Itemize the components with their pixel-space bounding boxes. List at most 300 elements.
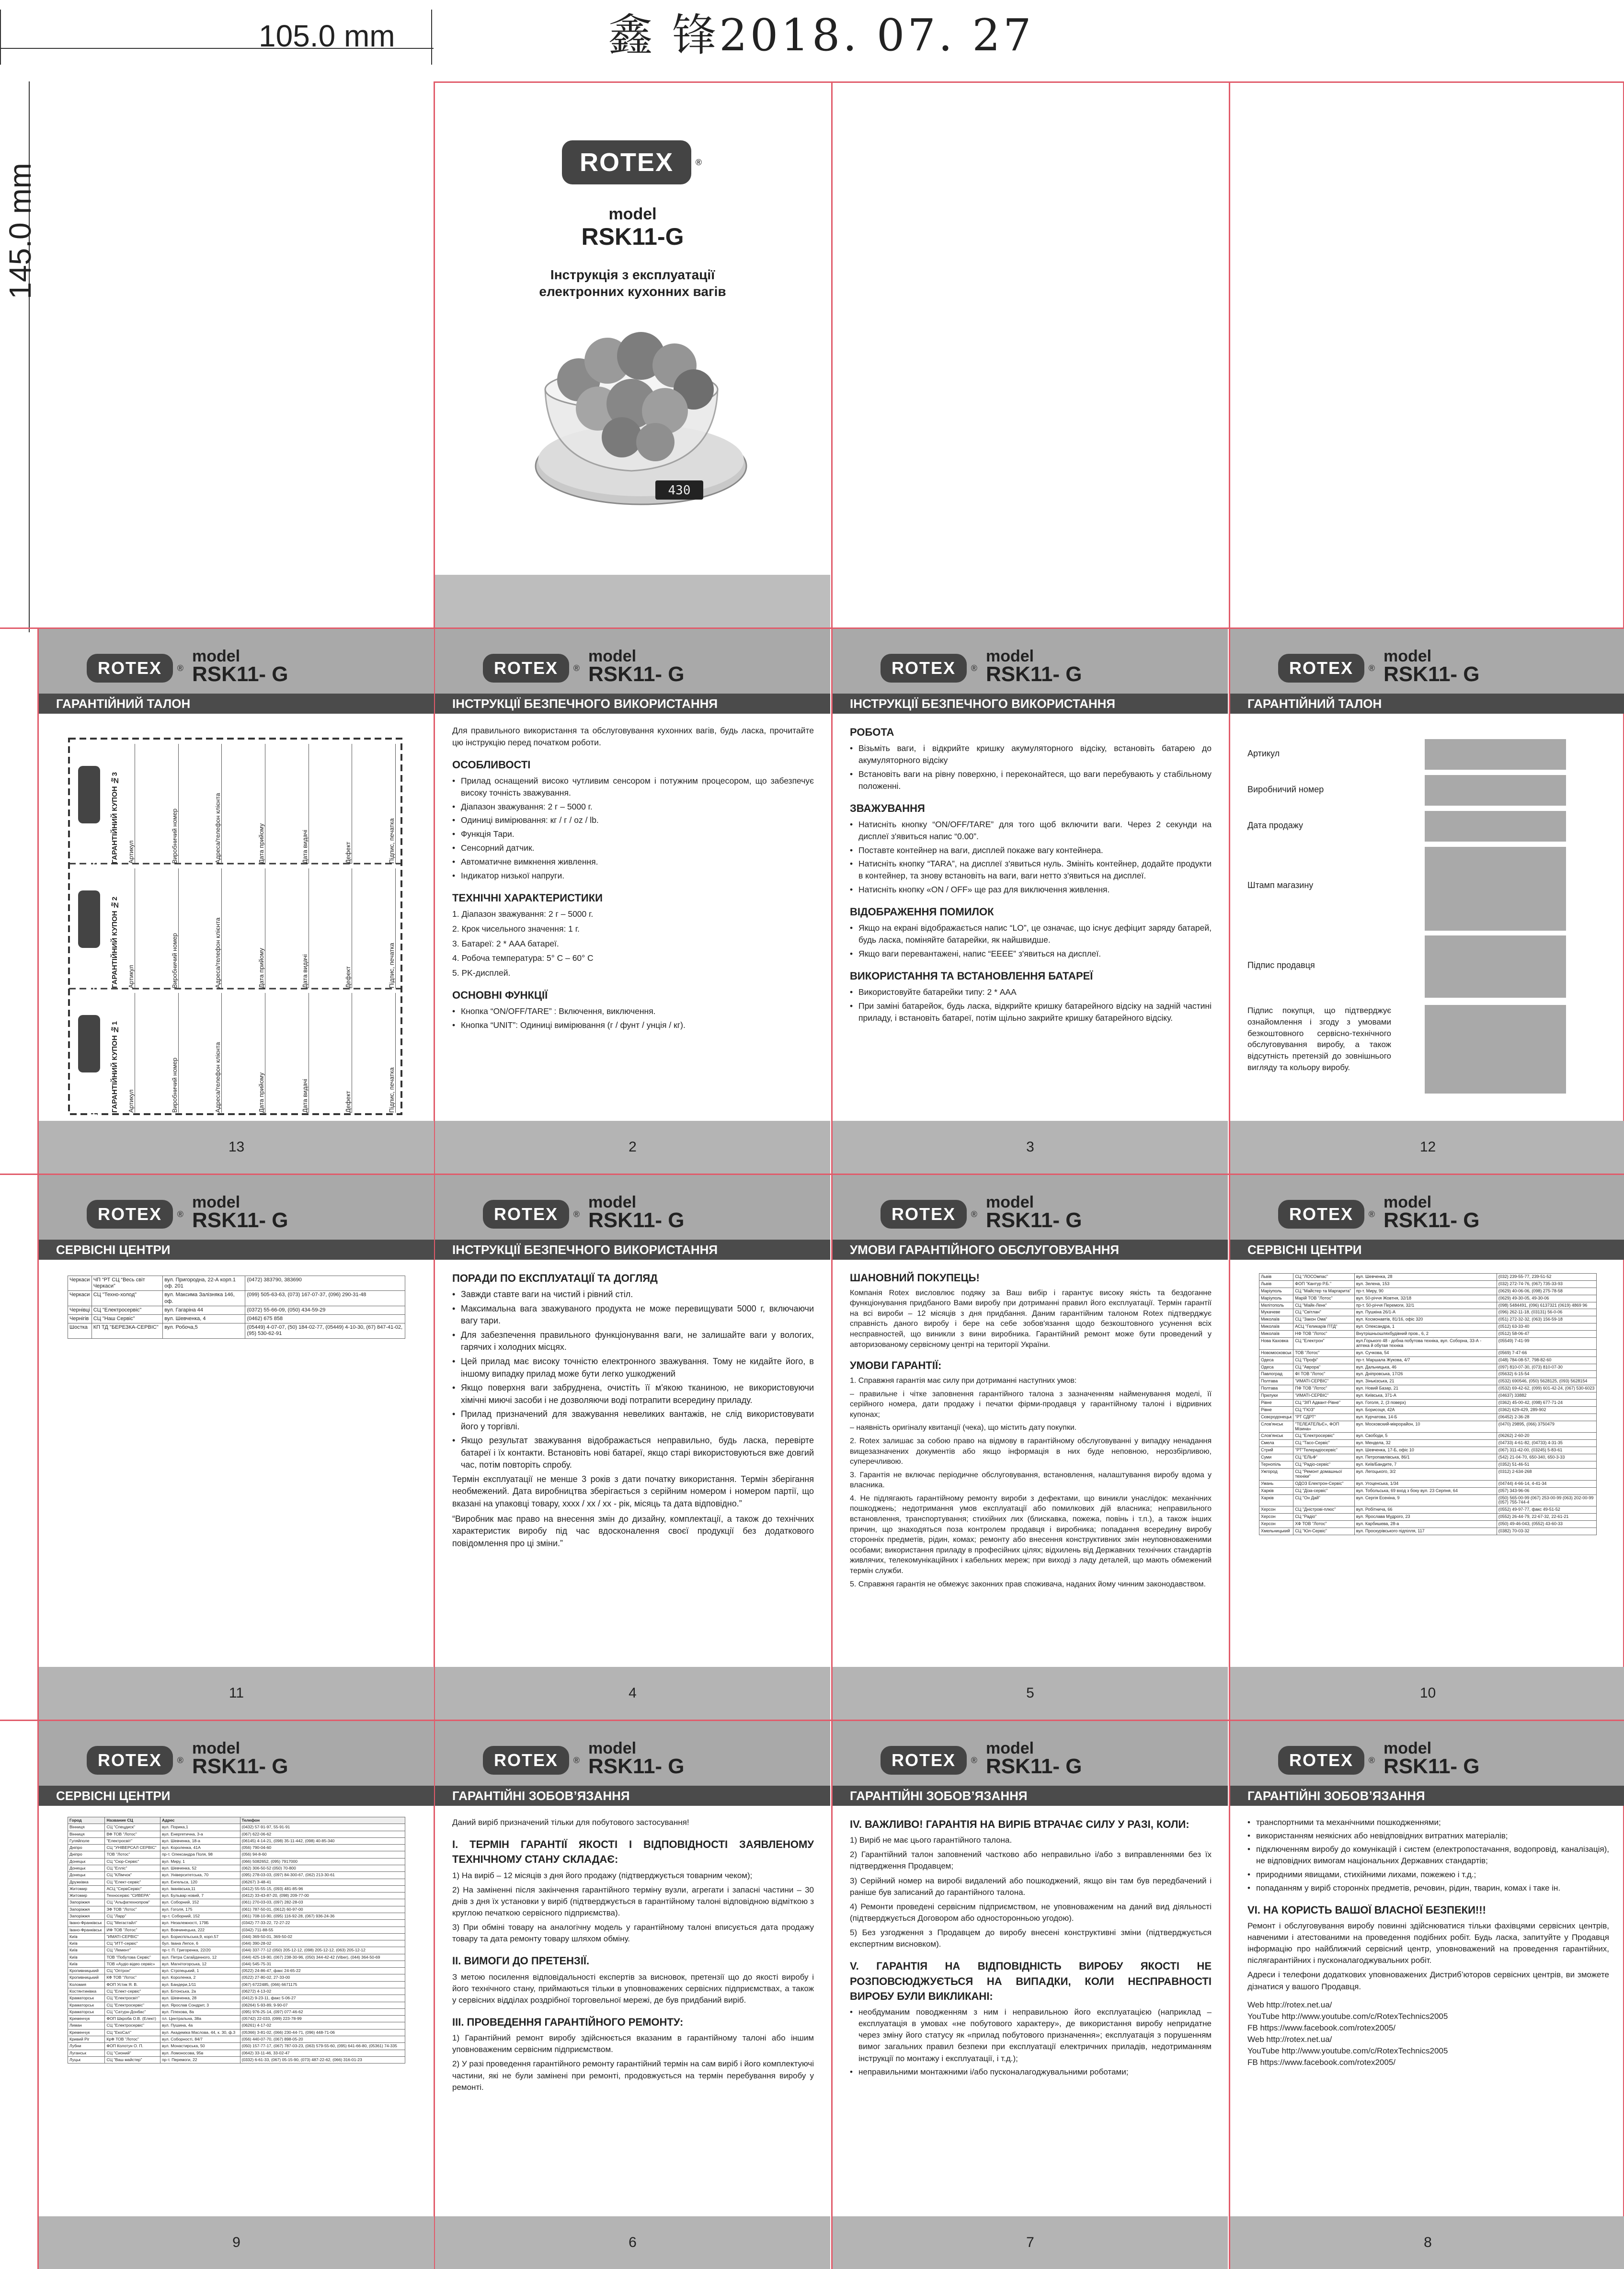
- list-item: • Якщо результат зважування відображається неправильно, будь ласка, перевірте батареї і їх контакти. Встановіть нові батареї, якщо старі використовуються вже довгий час, потім повторіть спробу.: [452, 1435, 814, 1471]
- table-cell: СЦ "Радіо": [1293, 1514, 1355, 1521]
- spec-item: 4. Робоча температура: 5° C – 60° C: [452, 953, 594, 963]
- table-row: [68, 1291, 405, 1306]
- table-cell: вул. Московский-мікрорайон, 10: [1354, 1421, 1497, 1433]
- model-name: RSK11- G: [1384, 1755, 1480, 1778]
- void-item: 3) Серійний номер на виробі видалений або пошкоджений, якщо він там був передбачений і раніше був записаний до гарантійного талона.: [850, 1876, 1212, 1897]
- heading-repair: III. ПРОВЕДЕННЯ ГАРАНТІЙНОГО РЕМОНТУ:: [452, 2016, 684, 2028]
- heading-exclusions: V. ГАРАНТІЯ НА ВІДПОВІДНІСТЬ ВИРОБУ ЯКОСТІ НЕ РОЗПОВСЮДЖУЄТЬСЯ НА ВИПАДКИ, КОЛИ НЕСПРАВНОСТІ ВИРОБУ БУЛИ ВИКЛИКАНІ:: [850, 1960, 1212, 2002]
- heading-conditions: УМОВИ ГАРАНТІЇ:: [850, 1359, 942, 1372]
- talon-label: Артикул: [1247, 749, 1280, 758]
- table-cell: СЦ "Елект-сервіс": [105, 1879, 160, 1885]
- weigh-list: [850, 819, 1212, 896]
- table-row: [68, 1824, 405, 1831]
- list-item: • попаданням у виріб сторонніх предметів, речовин, рідин, тварин, комах і таке ін.: [1247, 1882, 1609, 1894]
- section-title: СЕРВІСНІ ЦЕНТРИ: [1230, 1240, 1624, 1260]
- table-cell: Кропивницький: [68, 1974, 105, 1981]
- height-label: 145.0 mm: [3, 163, 37, 299]
- table-cell: вул. Петра Сагайдачного, 12: [160, 1954, 240, 1961]
- table-cell: НФ ТОВ "Лотос": [1293, 1331, 1355, 1338]
- table-cell: СЦ "Юл-Сервіс": [1293, 1528, 1355, 1535]
- table-cell: Донецьк: [68, 1865, 105, 1871]
- table-cell: СЦ "ЕкоСал": [105, 2029, 160, 2036]
- table-cell: вул. Іванівська,11: [160, 1885, 240, 1892]
- table-row: [68, 1933, 405, 1940]
- coupon-logo-3: ROTEX: [88, 831, 100, 867]
- table-cell: Запоріжжя: [68, 1913, 105, 1919]
- table-cell: СЦ "Радіо-сервіс": [1293, 1461, 1355, 1469]
- table-cell: Миколаїв: [1259, 1316, 1293, 1323]
- repair-item: 2) У разі проведення гарантійного ремонту гарантійний термін на сам виріб і його комплектуючі частини, які не були замінені при ремонті, продовжується на термін перебування виробу у ремонті.: [452, 2059, 814, 2092]
- table-cell: Кременчук: [68, 2016, 105, 2022]
- care-text: [452, 1271, 814, 1552]
- table-cell: (050) 565-00-99 (067) 253-00-99 (063) 202-00-99 (057) 755-744-4: [1497, 1494, 1596, 1506]
- table-cell: (097) 810-07-30, (073) 810-07-30: [1497, 1364, 1596, 1371]
- manufacturer-rights-text: “Виробник має право на внесення змін до дизайну, комплектації, а також до технічних характеристик виробу під час вдосконалення своєї продукції без додаткового повідомлення про ці зміни.”: [452, 1514, 814, 1548]
- dealer-text: Адреси і телефони додаткових уповноважених Дистриб’юторов сервісних центрів, ви зможете дізнатися у вашого Продавця.: [1247, 1970, 1609, 1991]
- table-cell: Херсон: [1259, 1521, 1293, 1528]
- table-cell: Хмельницький: [1259, 1528, 1293, 1535]
- page-number: 3: [833, 1121, 1228, 1174]
- service-life-text: Термін експлуатації не менше 3 років з дати початку використання. Термін зберігання необмежений. Дата виробництва зберігається з серійним номером і номером партії, що вказані на упаковці товару, хххх / хх / хх - рік, місяць та дата відповідно.”: [452, 1474, 814, 1508]
- table-cell: (061) 270-03-03, (097) 282-28-03: [240, 1899, 405, 1906]
- table-cell: СЦ "ЕЛЬФ": [1293, 1454, 1355, 1461]
- field-received: Дата прийому: [258, 744, 265, 864]
- heading-errors: ВІДОБРАЖЕННЯ ПОМИЛОК: [850, 905, 994, 918]
- repair-item: 1) Гарантійний ремонт виробу здійснюється вказаним в гарантійному талоні або іншим уповноваженим сервісним підприємством.: [452, 2033, 814, 2054]
- field-article: Артикул: [127, 993, 135, 1113]
- panel-13: [39, 629, 434, 1174]
- list-item: • Індикатор низької напруги.: [452, 870, 814, 882]
- table-row: [68, 1314, 405, 1323]
- table-cell: Київ: [68, 1940, 105, 1947]
- table-cell: КФ ТОВ "Лотос": [105, 1974, 160, 1981]
- table-row: [1259, 1506, 1597, 1514]
- table-cell: СЦ "Оптрон": [105, 1968, 160, 1974]
- model-word: model: [192, 1193, 240, 1211]
- table-cell: вул. Проскурівського підпілля, 117: [1354, 1528, 1497, 1535]
- panel-header: [39, 629, 434, 694]
- table-cell: Харків: [1259, 1494, 1293, 1506]
- table-cell: вул. Мендела, 32: [1354, 1440, 1497, 1447]
- table-cell: вул. Пушина, 4а: [160, 2022, 240, 2029]
- kitchen-scale-illustration: [512, 308, 751, 514]
- list-item: • Натисніть кнопку “TARA”, на дисплеї з'явиться нуль. Змініть контейнер, додайте продукти в контейнер, та знову встановіть на ваги, ваги нетто з'явиться на дисплеї.: [850, 858, 1212, 882]
- table-cell: (032) 239-55-77, 239-51-52: [1497, 1274, 1596, 1281]
- field-address: Адреса/телефон клієнта: [214, 744, 222, 864]
- table-cell: (0569) 7-47-66: [1497, 1349, 1596, 1357]
- table-row: [1259, 1447, 1597, 1454]
- table-cell: Нова Каховка: [1259, 1338, 1293, 1350]
- table-row: [1259, 1364, 1597, 1371]
- buyer-signature-field[interactable]: [1425, 1005, 1566, 1094]
- talon-row: [1247, 775, 1609, 806]
- table-cell: (056) 94-8-60: [240, 1851, 405, 1858]
- table-row: [68, 2043, 405, 2050]
- talon-field[interactable]: [1425, 811, 1566, 842]
- table-cell: вул. Олександра, 1: [1354, 1323, 1497, 1331]
- model-word: model: [1384, 647, 1432, 665]
- table-cell: вул. Пушкіна 26/1-А: [1354, 1309, 1497, 1316]
- table-cell: СЦ "Електросвіт": [105, 1995, 160, 2002]
- table-cell: СЦ "Ваш майстер": [105, 2056, 160, 2063]
- table-cell: бул. Івана Лепсе, 6: [160, 1940, 240, 1947]
- table-cell: Херсон: [1259, 1514, 1293, 1521]
- table-row: [1259, 1274, 1597, 1281]
- service-table: [68, 1276, 405, 1339]
- heading-functions: ОСНОВНІ ФУНКЦІЇ: [452, 989, 548, 1002]
- table-cell: Черкаси: [68, 1291, 92, 1306]
- talon-label: Дата продажу: [1247, 821, 1303, 830]
- safety-text: Ремонт і обслуговування виробу повинні здійснюватися тільки фахівцями сервісних центрів, навченими і атестованими на проведення подібних робіт. Будь ласка, запитуйте у Продавця інформацію про найближчий сервісний центр, уповноважений на проведення гарантійних, післягарантійних і пусконалагоджувальних робіт.: [1247, 1921, 1609, 1965]
- table-row: [1259, 1514, 1597, 1521]
- facebook-link[interactable]: FB https://www.facebook.com/rotex2005/: [1247, 2058, 1395, 2067]
- table-cell: (0412) 9-23-11, факс 5-06-27: [240, 1995, 405, 2002]
- model-word: model: [588, 1739, 637, 1757]
- table-cell: (098) 5484491, (096) 6137321 (0619) 4869 96: [1497, 1302, 1596, 1309]
- section-title: СЕРВІСНІ ЦЕНТРИ: [39, 1786, 434, 1806]
- table-cell: пр-т. Олександра Поля, 98: [160, 1851, 240, 1858]
- table-cell: Внутрішньошляхбудівний пров., 6, 2: [1354, 1331, 1497, 1338]
- table-cell: СЦ "Електрон": [1293, 1338, 1355, 1350]
- table-cell: Вінниця: [68, 1831, 105, 1837]
- table-row: [1259, 1338, 1597, 1350]
- table-cell: Шостка: [68, 1323, 92, 1338]
- table-cell: вул. Новий Базар, 21: [1354, 1385, 1497, 1392]
- heading-weigh: ЗВАЖУВАННЯ: [850, 802, 925, 814]
- table-cell: Івано-Франківськ: [68, 1927, 105, 1933]
- table-row: [1259, 1487, 1597, 1494]
- table-cell: СЦ "Електросервіс": [105, 2002, 160, 2008]
- model-name: RSK11- G: [986, 662, 1082, 686]
- table-cell: СЦ "Он Дай": [1293, 1494, 1355, 1506]
- work-list: [850, 742, 1212, 792]
- list-item: • використанням неякісних або невідповідних витратних матеріалів;: [1247, 1830, 1609, 1842]
- page-number: 7: [833, 2216, 1228, 2269]
- table-row: [1259, 1421, 1597, 1433]
- table-cell: вул. Шевченка, 28: [1354, 1274, 1497, 1281]
- table-cell: Дружківка: [68, 1879, 105, 1885]
- table-cell: (095) 278-03-03, (097) 84-300-67, (062) 213-30-61: [240, 1872, 405, 1879]
- table-row: [68, 1276, 405, 1291]
- table-cell: Стрий: [1259, 1447, 1293, 1454]
- section-title: ІНСТРУКЦІЇ БЕЗПЕЧНОГО ВИКОРИСТАННЯ: [833, 694, 1228, 714]
- rotex-logo: ROTEX ®: [881, 1200, 967, 1229]
- table-row: [1259, 1385, 1597, 1392]
- table-cell: (056) 440-07-70, (067) 898-05-20: [240, 2036, 405, 2043]
- model-word: model: [192, 647, 240, 665]
- table-cell: СЦ "ЛОСОмпас": [1293, 1274, 1355, 1281]
- table-row: [68, 1961, 405, 1967]
- table-cell: ОДОЗ Електрон-Сервіс": [1293, 1480, 1355, 1487]
- field-serial: Виробничий номер: [171, 993, 179, 1113]
- table-cell: вул. Свободи, 5: [1354, 1433, 1497, 1440]
- width-label: 105.0 mm: [259, 19, 395, 53]
- table-row: [68, 1879, 405, 1885]
- page-number: 10: [1230, 1667, 1624, 1720]
- table-cell: пр-т. 50-річчя Перемоги, 32/1: [1354, 1302, 1497, 1309]
- table-cell: Сєвєродонецьк: [1259, 1414, 1293, 1421]
- table-cell: СЦ "Мегастайл": [105, 1920, 160, 1927]
- model-word: model: [1384, 1739, 1432, 1757]
- table-row: [68, 2050, 405, 2056]
- model-word: model: [986, 1193, 1034, 1211]
- table-cell: Краматорськ: [68, 2002, 105, 2008]
- table-cell: СЦ "Майстер та Маргарита": [1293, 1288, 1355, 1295]
- condition-item: 2. Rotex залишає за собою право на відмову в гарантійному обслуговуванні у випадку ненадання вищезазначених документів або якщо інформація в них буде неповною, нерозбірливою, суперечливою.: [850, 1437, 1212, 1466]
- table-cell: вул. Петропавлівська, 86/1: [1354, 1454, 1497, 1461]
- table-cell: Херсон: [1259, 1506, 1293, 1514]
- table-cell: (04744) 4-66-14, 4-41-34: [1497, 1480, 1596, 1487]
- table-cell: ЧП “РТ СЦ “Весь світ Черкаси”: [91, 1276, 163, 1291]
- model-name: RSK11- G: [1384, 1209, 1480, 1232]
- table-cell: АСЦ "Геликарів ПТД": [1293, 1323, 1355, 1331]
- table-cell: (0362) 629-429, 289-902: [1497, 1406, 1596, 1414]
- table-row: [68, 1913, 405, 1919]
- table-cell: Луцьк: [68, 2056, 105, 2063]
- panel-3: [833, 629, 1228, 1174]
- condition-item: 5. Справжня гарантія не обмежує законних прав споживача, наданих йому чинним законодавством.: [850, 1580, 1206, 1588]
- table-row: [68, 1899, 405, 1906]
- table-cell: вул. Шевченка, 18-а: [160, 1837, 240, 1844]
- table-cell: вул. Легоцького, 3/2: [1354, 1468, 1497, 1480]
- claims-text: З метою посилення відповідальності експертів за висновок, претензії що до якості виробу і його технічного стану, приймаються тільки в уповноважених сервісних підприємствах, а також у сервісних відділах роздрібної торговельної мережі, де був придбаний виріб.: [452, 1972, 814, 2005]
- table-row: [68, 1954, 405, 1961]
- service-table: [68, 1817, 405, 2064]
- table-row: [68, 1865, 405, 1871]
- section-title: ГАРАНТІЙНИЙ ТАЛОН: [1230, 694, 1624, 714]
- table-cell: Новомосковськ: [1259, 1349, 1293, 1357]
- table-cell: вул. Бандери,1/11: [160, 1981, 240, 1988]
- table-cell: вул. Ярослава Мудрого, 23: [1354, 1514, 1497, 1521]
- table-row: [68, 1974, 405, 1981]
- table-cell: вул. Гоголя, 2, (3 поверх): [1354, 1400, 1497, 1407]
- table-cell: Дніпро: [68, 1851, 105, 1858]
- table-row: [68, 1968, 405, 1974]
- panel-8: [1230, 1721, 1624, 2269]
- table-cell: Ужгород: [1259, 1468, 1293, 1480]
- list-item: • необдуманим поводженням з ним і неправильною його експлуатацією (наприклад – експлуатація в умовах «не побутового характеру», де використання виробу непридатне через зміну його статусу як «прилад побутового призначення»; експлуатація з порушенням вимог загальних правил безпеки при експлуатації електричних приладів, недотриманням інструкції по монтажу і експлуатації, і т.д.);: [850, 2007, 1212, 2064]
- heading-safety: VI. НА КОРИСТЬ ВАШОЇ ВЛАСНОЇ БЕЗПЕКИ!!!: [1247, 1904, 1486, 1916]
- heading-work: РОБОТА: [850, 726, 894, 738]
- table-row: [1259, 1468, 1597, 1480]
- spec-item: 3. Батареї: 2 * AAA батареї.: [452, 938, 559, 948]
- term-item: 1) На виріб – 12 місяців з дня його продажу (підтверджується товарним чеком);: [452, 1870, 753, 1880]
- list-item: • Прилад оснащений високо чутливим сенсором і потужним процесором, що забезпечує високу точність зважування.: [452, 775, 814, 799]
- table-cell: (095) 976-25-14, (097) 077-46-62: [240, 2008, 405, 2015]
- table-cell: СЦ "Електросервіс": [91, 1306, 163, 1314]
- table-cell: вул. 50-річчя Жовтня, 32/18: [1354, 1295, 1497, 1302]
- field-serial: Виробничий номер: [171, 868, 179, 988]
- table-cell: вул. Магнітогорська, 12: [160, 1961, 240, 1967]
- table-cell: пр-т. Миру, 90: [1354, 1288, 1497, 1295]
- list-item: • Якщо поверхня ваги забруднена, очистіть її м'якою тканиною, не використовуючи хімічні миючі засоби і не дозволяючи воді потрапити всередину приладу.: [452, 1382, 814, 1406]
- table-cell: вул. Короленка, 41А: [160, 1845, 240, 1851]
- battery-list: [850, 986, 1212, 1024]
- talon-field[interactable]: [1425, 739, 1566, 770]
- table-cell: СЦ "Альфатехнопром": [105, 1899, 160, 1906]
- talon-field[interactable]: [1425, 935, 1566, 998]
- table-cell: СЦ "Елліс": [105, 1865, 160, 1871]
- panel-header: [39, 1175, 434, 1240]
- safety-text: [452, 725, 814, 1033]
- model-word: model: [588, 1193, 637, 1211]
- table-cell: (050) 157-77-17, (067) 787-03-23, (063) 579-55-60, (095) 641-66-80, (05361) 74-335: [240, 2043, 405, 2050]
- table-cell: вул. Тобольська, 69 вход з боку вул. 23 Серпня, 64: [1354, 1487, 1497, 1494]
- table-cell: (062) 306-50-52 (050) 70-800: [240, 1865, 405, 1871]
- table-row: [68, 1837, 405, 1844]
- field-issued: Дата видачі: [301, 868, 309, 988]
- heading-term: I. ТЕРМІН ГАРАНТІЇ ЯКОСТІ І ВІДПОВІДНОСТІ ЗАЯВЛЕНОМУ ТЕХНІЧНОМУ СТАНУ СКЛАДАЄ:: [452, 1838, 814, 1866]
- table-cell: СЦ "Лемент": [105, 1947, 160, 1954]
- table-cell: (04637) 33882: [1497, 1392, 1596, 1400]
- table-cell: вул. Угоценська, 1/34: [1354, 1480, 1497, 1487]
- field-signature: Підпис, печатка: [388, 744, 396, 864]
- rotex-logo: ROTEX ®: [881, 1746, 967, 1775]
- table-cell: "ИМАТІ-СЕРВІС": [1293, 1378, 1355, 1385]
- conditions-text: [850, 1271, 1212, 1592]
- list-item: • Якщо на екрані відображається напис “LO”, це означає, що існує дефіцит заряду батарей, будь ласка, поміняйте батарейки, як найшвидше.: [850, 922, 1212, 946]
- list-item: • Автоматичне вимкнення живлення.: [452, 856, 814, 868]
- panel-10: [1230, 1175, 1624, 1720]
- table-cell: Чернівці: [68, 1306, 92, 1314]
- table-cell: вул. Борисоця, 42А: [1354, 1406, 1497, 1414]
- talon-field[interactable]: [1425, 847, 1566, 931]
- table-cell: Запоріжжя: [68, 1899, 105, 1906]
- table-cell: (0512) 63-33-40: [1497, 1323, 1596, 1331]
- table-row: [68, 1988, 405, 1995]
- table-cell: ЗФ ТОВ "Лотос": [105, 1906, 160, 1913]
- panel-header: [1230, 629, 1624, 694]
- table-row: [1259, 1480, 1597, 1487]
- intro-text: Для правильного використання та обслуговування кухонних вагів, будь ласка, прочитайте цю інструкцію перед початком роботи.: [452, 726, 814, 747]
- model-name: RSK11- G: [986, 1755, 1082, 1778]
- table-cell: Техносервіс "СИВЕРА": [105, 1893, 160, 1899]
- table-cell: СЦ "ЗІП Адвант-Рівне": [1293, 1400, 1355, 1407]
- table-cell: (0312) 2-634-268: [1497, 1468, 1596, 1480]
- model-name: RSK11- G: [1384, 662, 1480, 686]
- table-cell: Житомир: [68, 1885, 105, 1892]
- table-cell: СЦ "Аврора": [1293, 1364, 1355, 1371]
- page-number: 12: [1230, 1121, 1624, 1174]
- table-cell: "Електросвіт": [105, 1837, 160, 1844]
- coupon-2-title: ГАРАНТІЙНИЙ КУПОН №2: [111, 896, 119, 988]
- youtube-link[interactable]: YouTube http://www.youtube.com/c/RotexTechnics2005: [1247, 2011, 1448, 2021]
- heading-features: ОСОБЛИВОСТІ: [452, 758, 531, 771]
- section-title: ІНСТРУКЦІЇ БЕЗПЕЧНОГО ВИКОРИСТАННЯ: [435, 1240, 830, 1260]
- table-cell: Павлоград: [1259, 1371, 1293, 1378]
- table-cell: вул. Гоголя, 175: [160, 1906, 240, 1913]
- table-row: [68, 1885, 405, 1892]
- panel-11: [39, 1175, 434, 1720]
- table-cell: вул. Соборний, 152: [160, 1899, 240, 1906]
- talon-label: Виробничий номер: [1247, 785, 1324, 794]
- table-cell: вул. Робоча,5: [163, 1323, 245, 1338]
- width-dimension-mark: [0, 0, 434, 65]
- table-cell: (0532) 69-42-62, (099) 601-42-24, (067) 530-6023: [1497, 1385, 1596, 1392]
- rotex-logo: ROTEX ®: [1278, 654, 1364, 683]
- table-cell: (067) 622-06-62: [240, 1831, 405, 1837]
- heading-dear-customer: ШАНОВНИЙ ПОКУПЕЦЬ!: [850, 1272, 980, 1284]
- coupon-logo-1: ROTEX: [88, 1080, 100, 1117]
- print-date: 鑫 锋2018. 07. 27: [608, 10, 1034, 61]
- table-cell: Вінниця: [68, 1824, 105, 1831]
- cover-title-2: електронних кухонних вагів: [539, 284, 726, 299]
- table-cell: СЦ "Тасо-Сервіс": [1293, 1440, 1355, 1447]
- rotex-logo: ROTEX ®: [483, 654, 569, 683]
- table-cell: (0342) 711-88-55: [240, 1927, 405, 1933]
- table-cell: Одеса: [1259, 1357, 1293, 1364]
- column-header: Название СЦ: [105, 1817, 160, 1824]
- table-cell: вул. Енгельса, 120: [160, 1879, 240, 1885]
- table-cell: вул. Бітонська, 2а: [160, 1988, 240, 1995]
- table-cell: (048) 784-08-57, 798-82-60: [1497, 1357, 1596, 1364]
- table-cell: ТОВ «Аудіо відео сервіс»: [105, 1961, 160, 1967]
- table-cell: Краматорськ: [68, 2008, 105, 2015]
- table-cell: Слов'янськ: [1259, 1433, 1293, 1440]
- table-cell: Умань: [1259, 1480, 1293, 1487]
- table-cell: (0382) 70-03-32: [1497, 1528, 1596, 1535]
- table-cell: ФОП Шкроба О.В. (Елект): [105, 2016, 160, 2022]
- table-row: [68, 1981, 405, 1988]
- page-number: 5: [833, 1667, 1228, 1720]
- table-cell: СЦ "Техно-холод": [91, 1291, 163, 1306]
- list-item: • Одиниці вимірювання: кг / г / oz / lb.: [452, 814, 814, 826]
- field-article: Артикул: [127, 868, 135, 988]
- table-row: [68, 1845, 405, 1851]
- table-cell: (0470) 29895, (066) 3750479: [1497, 1421, 1596, 1433]
- facebook-link[interactable]: FB https://www.facebook.com/rotex2005/: [1247, 2023, 1395, 2032]
- table-cell: Коломия: [68, 1981, 105, 1988]
- table-cell: (04733) 4-61-82, (04733) 4-31-35: [1497, 1440, 1596, 1447]
- web-link[interactable]: Web http://rotex.net.ua/: [1247, 2000, 1332, 2009]
- table-row: [68, 1872, 405, 1879]
- table-cell: Маріуполь: [1259, 1288, 1293, 1295]
- coupon-2-fields: [127, 868, 396, 988]
- table-cell: КП ТД "БЕРЕЗКА-СЕРВІС": [91, 1323, 163, 1338]
- list-item: • Якщо ваги перевантажені, напис “EEEE” з'явиться на дисплеї.: [850, 948, 1212, 960]
- table-cell: ТОВ "Побутова Сервіс": [105, 1954, 160, 1961]
- void-item: 4) Ремонти проведені сервісним підприємством, не уповноваженим на даний вид діяльності (підтверджується Договором або односторонньою угодою).: [850, 1902, 1212, 1923]
- tips-list: [452, 1288, 814, 1471]
- web-link[interactable]: Web http://rotex.net.ua/: [1247, 2035, 1332, 2044]
- table-cell: пл. Центральна, 38а: [160, 2016, 240, 2022]
- talon-row: [1247, 811, 1609, 842]
- field-signature: Підпис, печатка: [388, 993, 396, 1113]
- talon-label: Штамп магазину: [1247, 880, 1314, 890]
- table-row: [68, 1927, 405, 1933]
- table-cell: СЦ "Елект-сервіс": [105, 1988, 160, 1995]
- condition-item: 4. Не підлягають гарантійному ремонту вироби з дефектами, що виникли унаслідок: механічних пошкоджень; недотримання умов експлуатації або помилкових дій власника; неправильного встановлення, транспортування; стихійних лих (блискавка, пожежа, повінь і т.п.), а також інших причин, що знаходяться поза контролем продавця і виробника; попадання всередину виробу сторонніх предметів, рідин, комах; ремонту або внесення конструктивних змін неуповноваженими особами; використання приладу в професійних цілях; відхилень від Державних технічних стандартів живлячих, телекомунікаційних і кабельних мереж; при виході з ладу деталей, що мають обмежений термін служби.: [850, 1494, 1212, 1575]
- condition-item: – наявність оригіналу квитанції (чека), що містить дату покупки.: [850, 1424, 1077, 1432]
- table-cell: (096) 262-11-18, (03131) 56-0-06: [1497, 1309, 1596, 1316]
- list-item: • Візьміть ваги, і відкрийте кришку акумуляторного відсіку, встановіть батарею до акумуляторного відсіку: [850, 742, 1212, 766]
- rotex-logo: ROTEX ®: [562, 140, 691, 184]
- table-cell: Чернігів: [68, 1314, 92, 1323]
- panel-header: [435, 1721, 830, 1786]
- list-item: • Кнопка “UNIT”: Одиниці вимірювання (г / фунт / унція / кг).: [452, 1019, 814, 1031]
- list-item: • Використовуйте батарейки типу: 2 * AAA: [850, 986, 1212, 998]
- youtube-link[interactable]: YouTube http://www.youtube.com/c/RotexTechnics2005: [1247, 2046, 1448, 2056]
- table-row: [1259, 1406, 1597, 1414]
- table-cell: Мелітополь: [1259, 1302, 1293, 1309]
- table-cell: ВФ ТОВ "Лотос": [105, 1831, 160, 1837]
- table-cell: вул. Бориспільська,9, корп.57: [160, 1933, 240, 1940]
- rotex-logo: ROTEX ®: [483, 1200, 569, 1229]
- service-table: [1259, 1273, 1597, 1535]
- rotex-logo: ROTEX ®: [87, 1200, 173, 1229]
- panel-6: [435, 1721, 830, 2269]
- talon-field[interactable]: [1425, 775, 1566, 806]
